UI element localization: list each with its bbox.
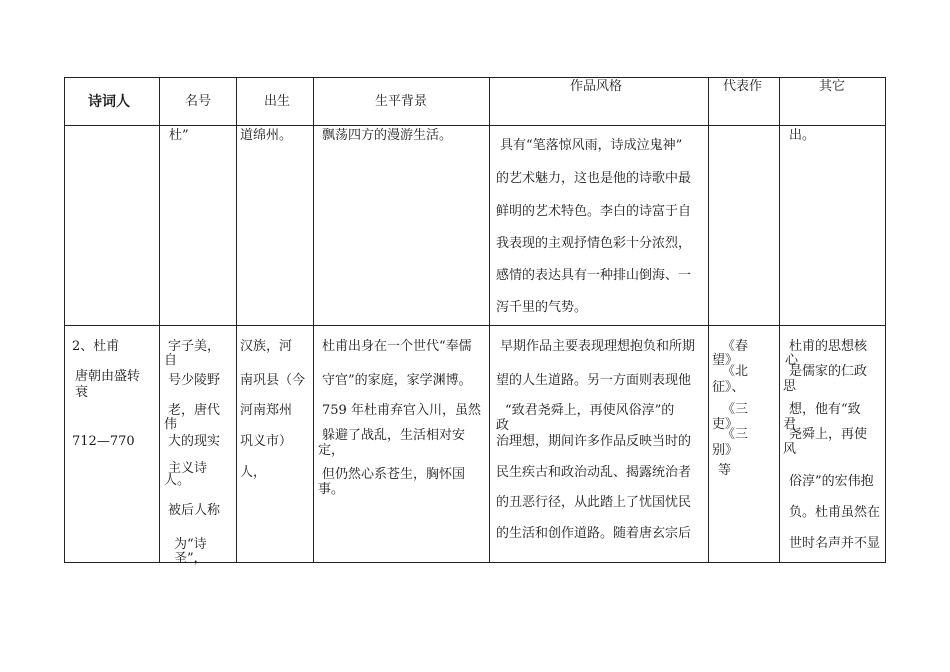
table-border-top <box>64 77 886 78</box>
row2-poet-line: 衰 <box>75 385 89 400</box>
header-style: 作品风格 <box>570 79 623 94</box>
header-works: 代表作 <box>723 79 763 94</box>
row2-name-line: 大的现实 <box>168 434 221 449</box>
row2-name-line: 人。 <box>164 473 191 488</box>
row2-name-line: 字子美， <box>168 339 221 354</box>
row2-other-line: 负。杜甫虽然在 <box>789 505 881 520</box>
col-line-3 <box>313 77 314 563</box>
row1-style-line: 的艺术魅力，这也是他的诗歌中最 <box>496 171 692 186</box>
row2-name-line: 主义诗 <box>168 461 208 476</box>
col-line-5 <box>708 77 709 563</box>
row2-other-line: 风 <box>783 442 797 457</box>
row2-name-line: 被后人称 <box>168 503 221 518</box>
row1-other: 出。 <box>789 128 816 143</box>
header-poet: 诗词人 <box>88 94 130 110</box>
row2-name-line: 号少陵野 <box>168 373 221 388</box>
row2-style-line: 治理想，期间许多作品反映当时的 <box>496 434 692 449</box>
row2-background-line: 定， <box>318 443 345 458</box>
row2-other-line: 是儒家的仁政 <box>789 364 868 379</box>
col-line-0 <box>64 77 65 563</box>
row2-background-line: 杜甫出身在一个世代“奉儒 <box>322 339 472 354</box>
row2-works-line: 征》、 <box>712 380 745 395</box>
row2-style-line: 的丑恶行径，从此踏上了忧国忧民 <box>496 495 692 510</box>
row2-works-line: 《三 <box>722 427 749 442</box>
row2-name-line: 为“诗 <box>174 537 207 552</box>
col-line-4 <box>489 77 490 563</box>
row2-other-line: 思 <box>783 379 797 394</box>
row1-name: 杜” <box>169 128 189 143</box>
row2-other-line: 世时名声并不显 <box>789 536 881 551</box>
row2-poet-line: 2、杜甫 <box>72 339 120 354</box>
header-divider <box>64 125 886 126</box>
row2-style-line: “致君尧舜上，再使风俗淳”的 <box>505 403 675 418</box>
row2-background-line: 759 年杜甫弃官入川，虽然 <box>322 403 481 418</box>
row2-birth-line: 南巩县（今 <box>240 373 306 388</box>
header-other: 其它 <box>819 79 846 94</box>
row1-style-line: 具有“笔落惊风雨，诗成泣鬼神” <box>500 138 683 153</box>
row2-birth-line: 河南郑州 <box>240 403 293 418</box>
row1-style-line: 泻千里的气势。 <box>496 300 588 315</box>
header-name: 名号 <box>185 94 212 109</box>
row2-background-line: 但仍然心系苍生，胸怀国 <box>322 467 466 482</box>
row2-works-line: 《三 <box>722 402 749 417</box>
row2-name-clipped: 自 <box>164 353 178 368</box>
row-divider <box>64 325 886 326</box>
row2-other-line: 尧舜上，再使 <box>789 427 868 442</box>
row2-other-line: 俗淳”的宏伟抱 <box>789 474 874 489</box>
row2-style-line: 的生活和创作道路。随着唐玄宗后 <box>496 526 692 541</box>
row2-works-line: 别》 <box>712 443 739 458</box>
header-birth: 出生 <box>264 94 291 109</box>
row1-birth: 道绵州。 <box>240 128 293 143</box>
row2-other-clipped: 君 <box>783 417 797 432</box>
row2-other-line: 杜甫的思想核 <box>789 339 868 354</box>
col-line-2 <box>236 77 237 563</box>
row2-background-line: 事。 <box>318 482 345 497</box>
row2-birth-line: 汉族，河 <box>240 339 293 354</box>
row1-background: 飘荡四方的漫游生活。 <box>322 128 453 143</box>
row2-background-line: 躲避了战乱，生活相对安 <box>322 428 466 443</box>
row2-background-line: 守官”的家庭，家学渊博。 <box>322 373 472 388</box>
row2-name-clipped: 伟 <box>164 417 178 432</box>
col-line-6 <box>779 77 780 563</box>
row2-works-clipped: 望》 <box>712 353 739 368</box>
row2-name-clipped: 圣”， <box>174 551 207 566</box>
row2-poet-line: 唐朝由盛转 <box>75 369 141 384</box>
row1-style-line: 我表现的主观抒情色彩十分浓烈， <box>496 236 692 251</box>
col-line-1 <box>159 77 160 563</box>
row1-style-line: 感情的表达具有一种排山倒海、一 <box>496 268 692 283</box>
row2-style-line: 望的人生道路。另一方面则表现他 <box>496 373 692 388</box>
col-line-7 <box>885 77 886 563</box>
row2-style-clipped: 政 <box>496 418 510 433</box>
row2-works-line: 《北 <box>722 364 749 379</box>
row2-other-clipped: 心 <box>785 353 799 368</box>
row2-birth-line: 巩义市） <box>240 434 293 449</box>
row1-style-line: 鲜明的艺术特色。李白的诗富于自 <box>496 204 692 219</box>
row2-style-line: 早期作品主要表现理想抱负和所期 <box>500 339 696 354</box>
row2-works-line: 《春 <box>722 339 749 354</box>
row2-poet-line: 712—770 <box>72 434 135 449</box>
row2-style-line: 民生疾古和政治动乱、揭露统治者 <box>496 465 692 480</box>
row2-other-line: 想，他有“致 <box>789 402 861 417</box>
row2-birth-line: 人， <box>240 465 267 480</box>
row2-works-line: 等 <box>718 463 732 478</box>
row2-name-line: 老，唐代 <box>168 403 221 418</box>
header-background: 生平背景 <box>375 94 428 109</box>
row2-works-clipped: 吏》 <box>712 417 739 432</box>
